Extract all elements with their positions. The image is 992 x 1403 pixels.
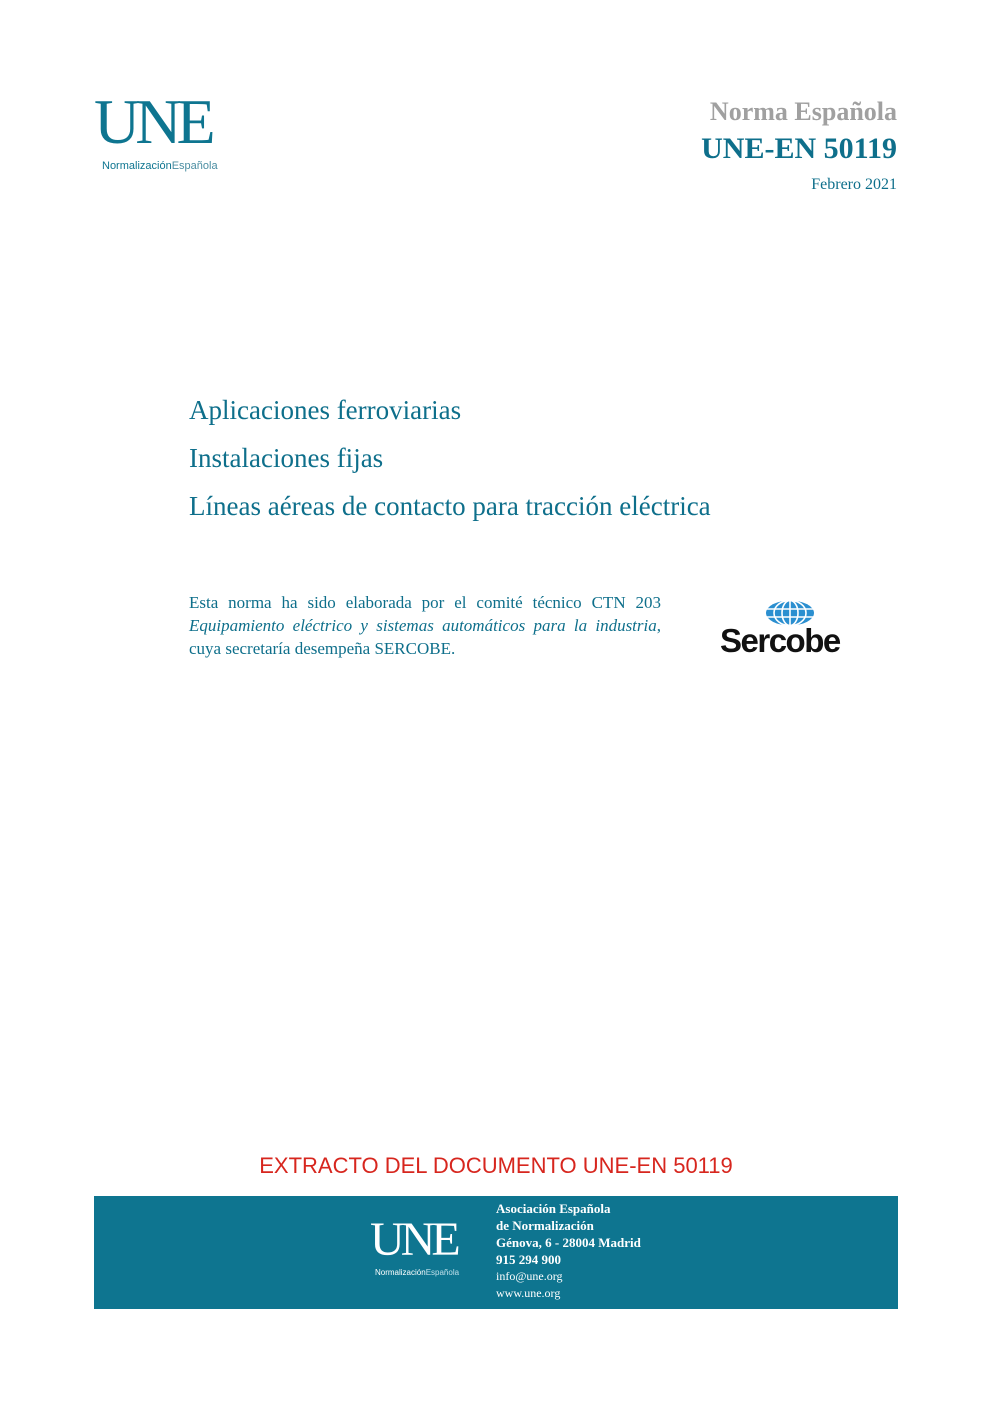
sercobe-logo: [718, 600, 864, 662]
norma-code: UNE-EN 50119: [701, 132, 897, 165]
footer-une-logo: UNE: [370, 1213, 457, 1266]
logo-sub-a: Normalización: [102, 160, 172, 172]
logo-sub-b: Española: [171, 160, 218, 172]
document-titles: [189, 386, 909, 530]
footer-org-line1: Asociación Española: [496, 1201, 611, 1216]
footer-email[interactable]: info@une.org: [496, 1269, 563, 1283]
footer-bar: [94, 1196, 898, 1309]
committee-paragraph: [189, 591, 661, 660]
footer-phone: 915 294 900: [496, 1252, 561, 1267]
committee-text-2: , cuya secretaría desempeña SERCOBE.: [189, 616, 661, 658]
title-line-1: Aplicaciones ferroviarias: [189, 395, 462, 425]
title-line-3: Líneas aéreas de contacto para tracción eléctrica: [189, 491, 711, 521]
une-logo: UNE: [94, 86, 211, 157]
footer-logo-subtitle: [375, 1268, 459, 1277]
footer-logo-sub-a: Normalización: [375, 1268, 426, 1277]
footer-contact: [496, 1200, 641, 1302]
norma-label: Norma Española: [709, 97, 897, 126]
title-line-2: Instalaciones fijas: [189, 443, 384, 473]
footer-address: Génova, 6 - 28004 Madrid: [496, 1235, 641, 1250]
sercobe-wordmark: Sercobe: [720, 622, 840, 659]
footer-logo-sub-b: Española: [425, 1268, 460, 1277]
footer-org-line2: de Normalización: [496, 1218, 594, 1233]
committee-name: Equipamiento eléctrico y sistemas automáticos para la industria: [189, 616, 657, 635]
norma-date: Febrero 2021: [811, 176, 897, 193]
footer-web[interactable]: www.une.org: [496, 1286, 561, 1300]
extract-banner: EXTRACTO DEL DOCUMENTO UNE-EN 50119: [259, 1153, 733, 1178]
une-logo-subtitle: [102, 160, 218, 172]
committee-text-1: Esta norma ha sido elaborada por el comité técnico CTN 203: [189, 593, 661, 612]
